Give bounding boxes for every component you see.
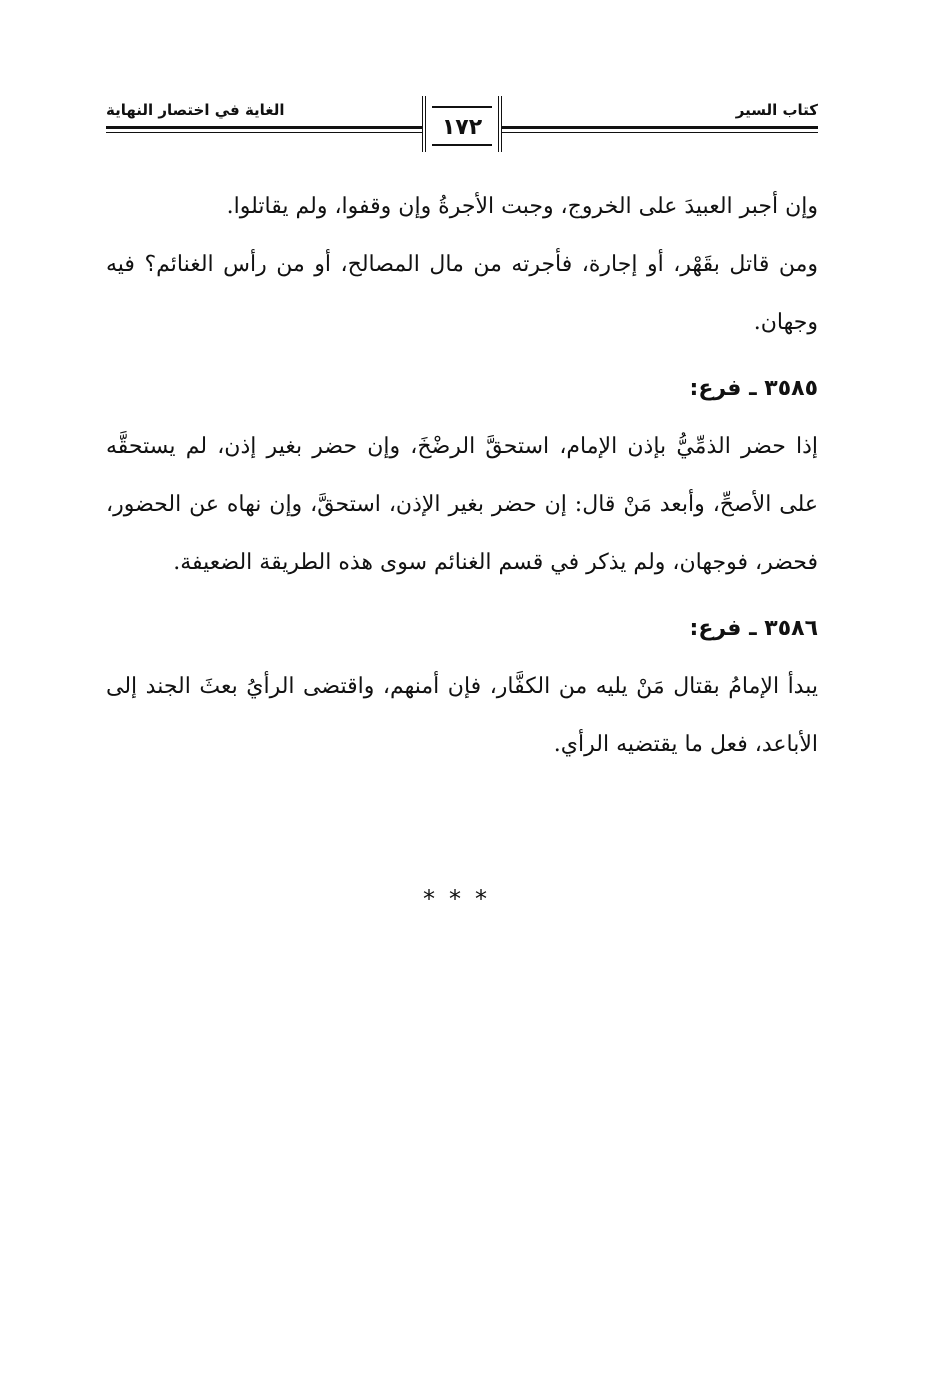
section-end-ornament: *** (423, 885, 501, 913)
running-header (106, 96, 818, 158)
section-heading-3585: ٣٥٨٥ ـ فرع: (689, 376, 818, 401)
chapter-title: كتاب السير (735, 101, 818, 119)
book-title: الغاية في اختصار النهاية (106, 101, 285, 119)
section-heading-3586: ٣٥٨٦ ـ فرع: (689, 616, 818, 641)
paragraph-1: وإن أجبر العبيدَ على الخروج، وجبت الأجرةُ وإن وقفوا، ولم يقاتلوا. (226, 194, 818, 219)
paragraph-2: ومن قاتل بقَهْر، أو إجارة، فأجرته من مال المصالح، أو من رأس الغنائم؟ فيه وجهان. (106, 252, 818, 335)
paragraph-4: يبدأ الإمامُ بقتال مَنْ يليه من الكفَّار، فإن أمنهم، واقتضى الرأيُ بعثَ الجند إلى الأباعد، فعل ما يقتضيه الرأي. (106, 674, 818, 757)
page-number: ١٧٢ (441, 115, 483, 140)
page-number-frame (422, 96, 502, 152)
page-content (106, 178, 818, 774)
paragraph-3: إذا حضر الذمِّيُّ بإذن الإمام، استحقَّ الرضْخَ، وإن حضر بغير إذن، لم يستحقَّه على الأصحِّ، وأبعد مَنْ قال: إن حضر بغير الإذن، استحقَّ، وإن نهاه عن الحضور، فحضر، فوجهان، ولم يذكر في قسم الغنائم سوى هذه الطريقة الضعيفة. (106, 434, 818, 575)
